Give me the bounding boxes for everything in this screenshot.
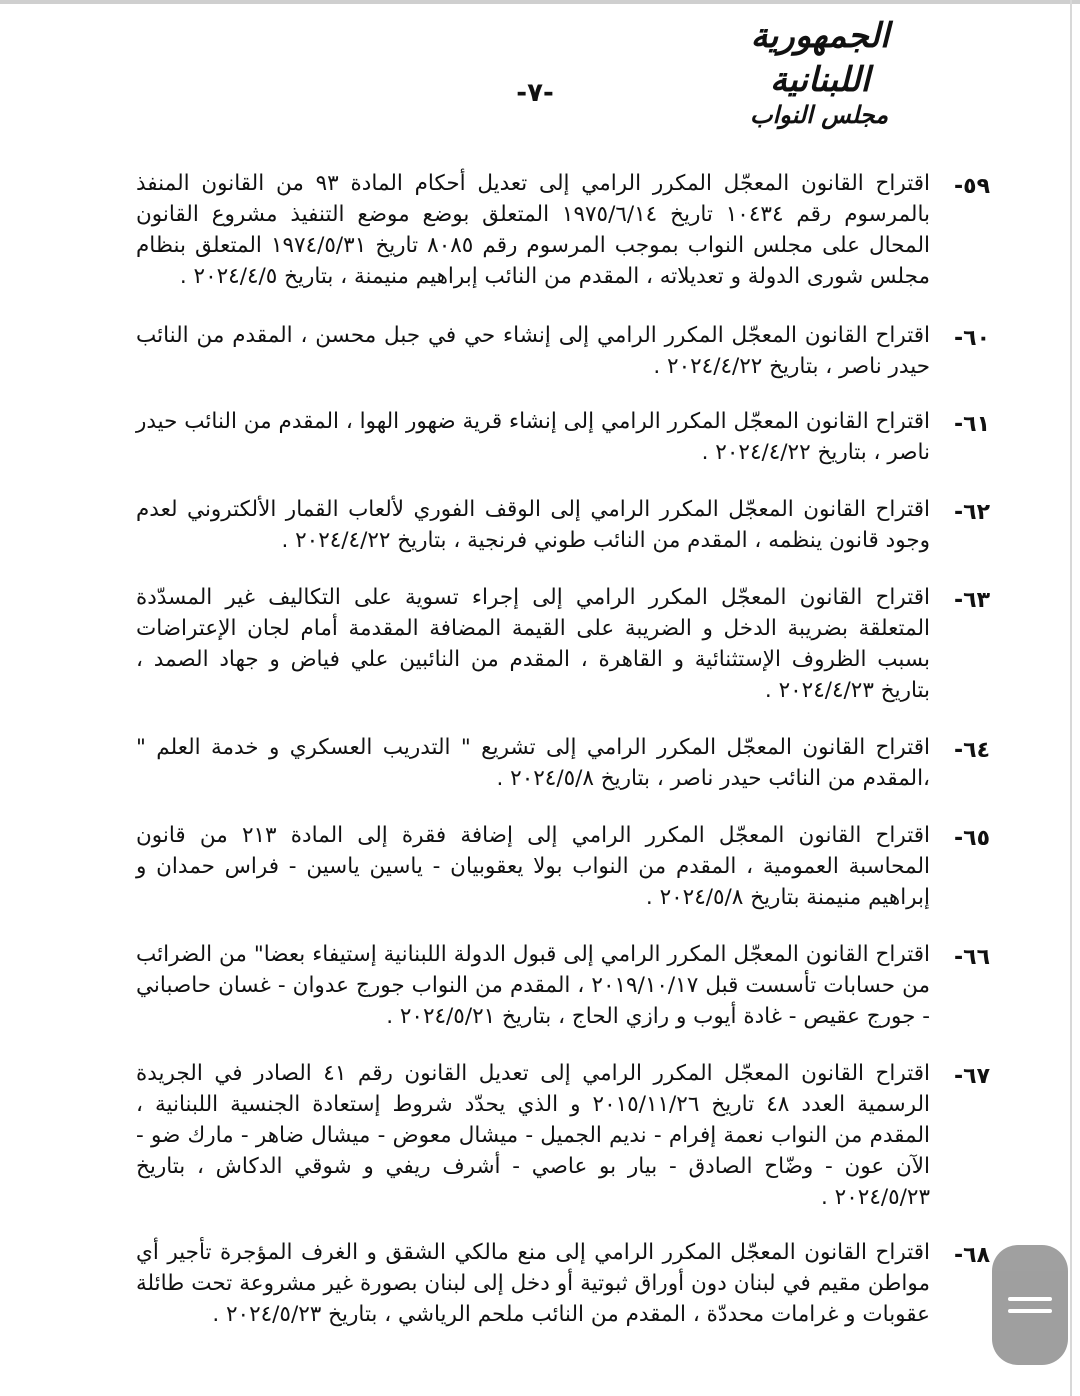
item-text: اقتراح القانون المعجّل المكرر الرامي إلى إجراء تسوية على التكاليف غير المسدّدة المتعلقة بضريبة الدخل و الضريبة على القيمة المضافة المقدمة أمام لجان الإعتراضات بسبب الظروف الإستثنائية و القاهرة ، المقدم من النائبين علي فياض و جهاد الصمد ، بتاريخ ٢٠٢٤/٤/٢٣ . [136, 585, 930, 703]
page-right-border [1070, 0, 1072, 1396]
scroll-handle[interactable] [992, 1245, 1068, 1365]
item-number: ٦٤- [954, 738, 990, 763]
item-number: ٦٧- [954, 1064, 990, 1089]
item-text: اقتراح القانون المعجّل المكرر الرامي إلى تعديل أحكام المادة ٩٣ من القانون المنفذ بالمرسوم رقم ١٠٤٣٤ تاريخ ١٩٧٥/٦/١٤ المتعلق بوضع موضع التنفيذ مشروع القانون المحال على مجلس النواب بموجب المرسوم رقم ٨٠٨٥ تاريخ ١٩٧٤/٥/٣١ المتعلق بنظام مجلس شورى الدولة و تعديلاته ، المقدم من النائب إبراهيم منيمنة ، بتاريخ ٢٠٢٤/٤/٥ . [136, 171, 931, 289]
item-text: اقتراح القانون المعجّل المكرر الرامي إلى إنشاء حي في جبل محسن ، المقدم من النائب حيدر ناصر ، بتاريخ ٢٠٢٤/٤/٢٢ . [136, 323, 930, 379]
item-number: ٦١- [954, 412, 990, 437]
item-text: اقتراح القانون المعجّل المكرر الرامي إلى تعديل القانون رقم ٤١ الصادر في الجريدة الرسمية العدد ٤٨ تاريخ ٢٠١٥/١١/٢٦ و الذي يحدّد شروط إستعادة الجنسية اللبنانية ، المقدم من النواب نعمة إفرام - نديم الجميل - ميشال معوض - ميشال ضاهر - مارك ضو - الآن عون - وضّاح الصادق - بيار بو عاصي - أشرف ريفي و شوقي الدكاش ، بتاريخ ٢٠٢٤/٥/٢٣ . [136, 1061, 930, 1210]
list-item [100, 732, 990, 794]
list-item [100, 1237, 990, 1330]
item-text: اقتراح القانون المعجّل المكرر الرامي إلى إنشاء قرية ضهور الهوا ، المقدم من النائب حيدر ناصر ، بتاريخ ٢٠٢٤/٤/٢٢ . [136, 409, 930, 465]
item-text: اقتراح القانون المعجّل المكرر الرامي إلى الوقف الفوري لألعاب القمار الألكتروني لعدم وجود قانون ينظمه ، المقدم من النائب طوني فرنجية ، بتاريخ ٢٠٢٤/٤/٢٢ . [136, 497, 930, 553]
item-number: ٦٥- [954, 826, 990, 851]
list-item [100, 1058, 990, 1213]
letterhead-republic: الجمهورية اللبنانية [750, 16, 890, 100]
page-number: -٧- [516, 78, 554, 108]
page-top-border [0, 0, 1080, 4]
list-item [100, 939, 990, 1032]
list-item [100, 320, 990, 382]
list-item [100, 168, 990, 292]
handle-line-icon [1008, 1309, 1052, 1313]
list-item [100, 582, 990, 706]
proposals-list [100, 168, 990, 1330]
list-item [100, 494, 990, 556]
item-text: اقتراح القانون المعجّل المكرر الرامي إلى تشريع " التدريب العسكري و خدمة العلم " ،المقدم من النائب حيدر ناصر ، بتاريخ ٢٠٢٤/٥/٨ . [136, 735, 930, 791]
letterhead-parliament: مجلس النواب [750, 100, 889, 129]
handle-line-icon [1008, 1297, 1052, 1301]
item-number: ٦٢- [954, 500, 990, 525]
letterhead [710, 14, 930, 130]
item-number: ٦٠- [954, 326, 990, 351]
item-number: ٥٩- [954, 174, 990, 199]
item-text: اقتراح القانون المعجّل المكرر الرامي إلى قبول الدولة اللبنانية إستيفاء بعضا" من الضرائب من حسابات تأسست قبل ٢٠١٩/١٠/١٧ ، المقدم من النواب جورج عدوان - غسان حاصباني - جورج عقيص - غادة أيوب و رازي الحاج ، بتاريخ ٢٠٢٤/٥/٢١ . [136, 942, 930, 1029]
item-number: ٦٣- [954, 588, 990, 613]
item-text: اقتراح القانون المعجّل المكرر الرامي إلى منع مالكي الشقق و الغرف المؤجرة تأجير أي مواطن مقيم في لبنان دون أوراق ثبوتية أو دخل إلى لبنان بصورة غير مشروعة تحت طائلة عقوبات و غرامات محددّة ، المقدم من النائب ملحم الرياشي ، بتاريخ ٢٠٢٤/٥/٢٣ . [136, 1240, 930, 1327]
list-item [100, 406, 990, 468]
item-number: ٦٦- [954, 945, 990, 970]
item-text: اقتراح القانون المعجّل المكرر الرامي إلى إضافة فقرة إلى المادة ٢١٣ من قانون المحاسبة العمومية ، المقدم من النواب بولا يعقوبيان - ياسين ياسين - فراس حمدان و إبراهيم منيمنة بتاريخ ٢٠٢٤/٥/٨ . [136, 823, 930, 910]
list-item [100, 820, 990, 913]
item-number: ٦٨- [954, 1243, 990, 1268]
